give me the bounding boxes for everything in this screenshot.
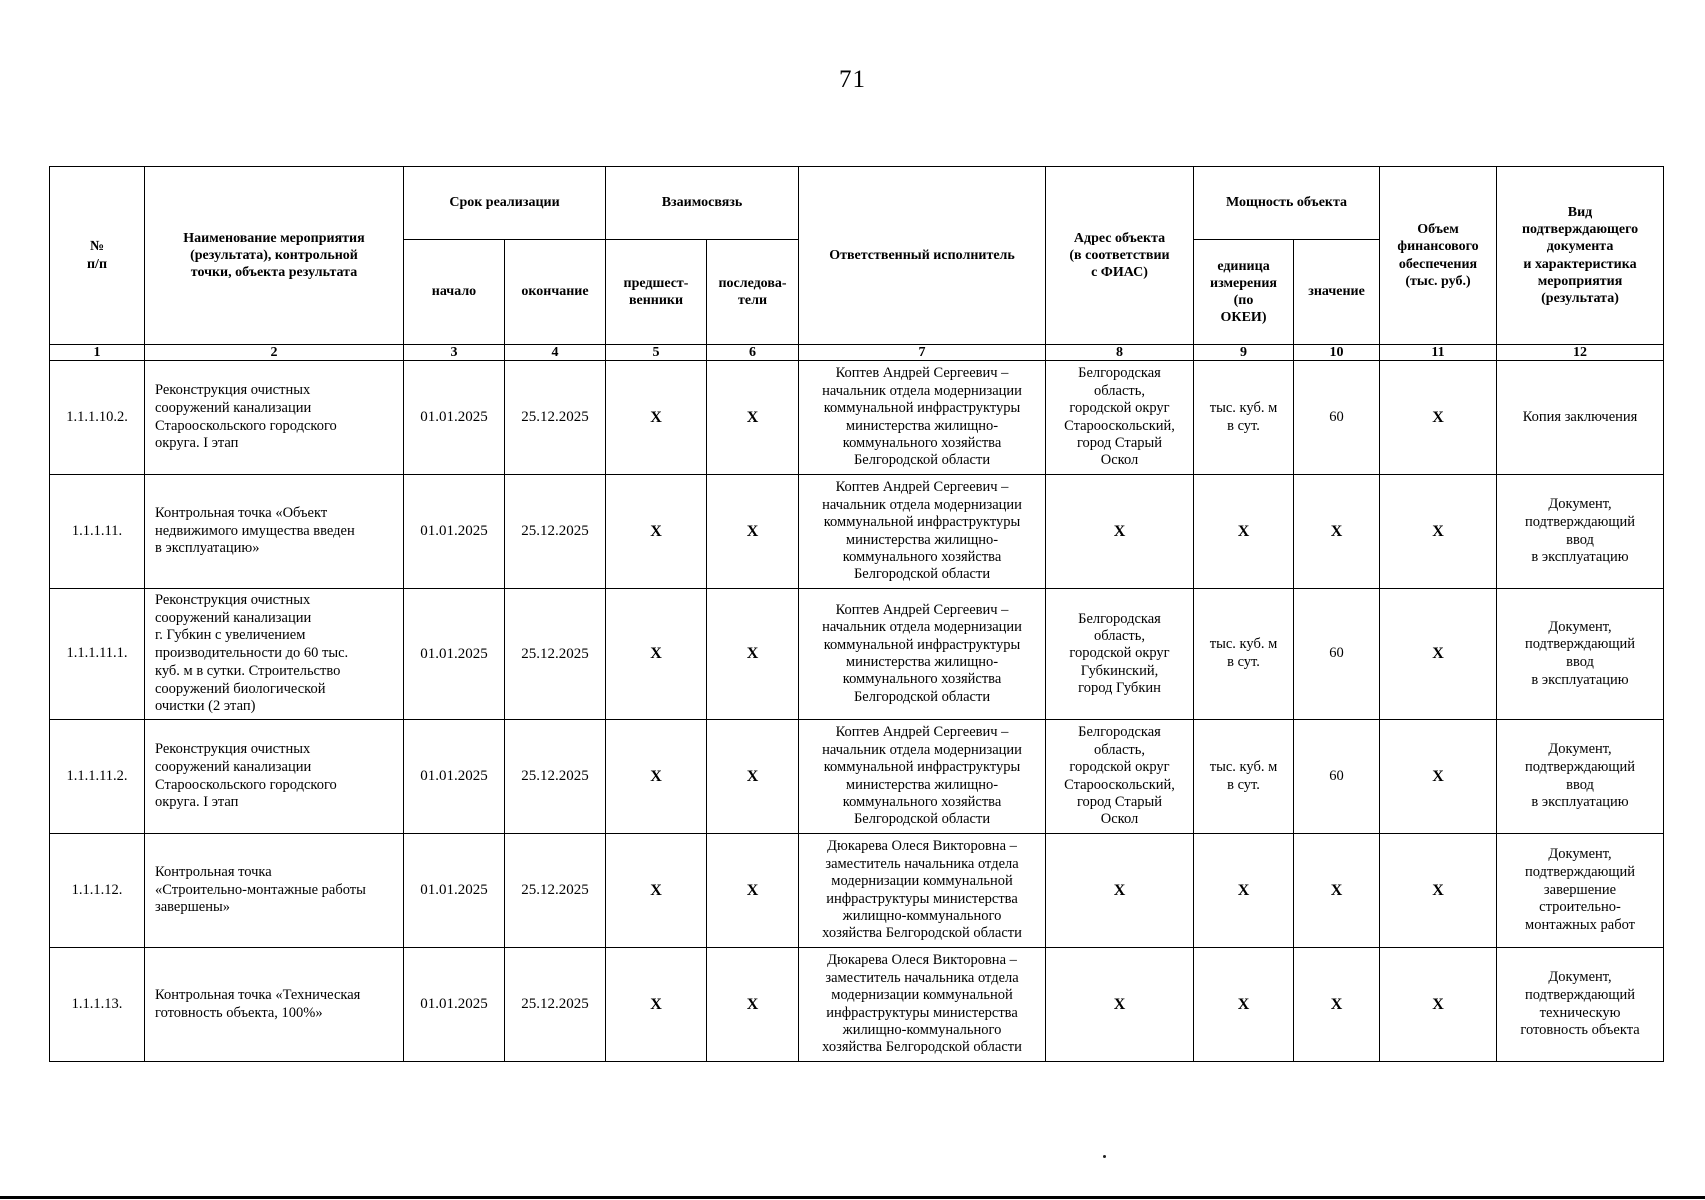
header-link: Взаимосвязь bbox=[606, 167, 799, 240]
cell-finance: X bbox=[1380, 589, 1497, 720]
cell-name: Контрольная точка «Строительно-монтажные работы завершены» bbox=[145, 834, 404, 948]
cell-end: 25.12.2025 bbox=[505, 589, 606, 720]
cell-end: 25.12.2025 bbox=[505, 834, 606, 948]
column-number: 1 bbox=[50, 345, 145, 361]
cell-value: X bbox=[1294, 475, 1380, 589]
cell-executor: Коптев Андрей Сергеевич – начальник отдела модернизации коммунальной инфраструктуры министерства жилищно- коммунального хозяйства Белгородской области bbox=[799, 361, 1046, 475]
cell-num: 1.1.1.12. bbox=[50, 834, 145, 948]
header-term: Срок реализации bbox=[404, 167, 606, 240]
cell-executor: Коптев Андрей Сергеевич – начальник отдела модернизации коммунальной инфраструктуры министерства жилищно- коммунального хозяйства Белгородской области bbox=[799, 475, 1046, 589]
cell-end: 25.12.2025 bbox=[505, 361, 606, 475]
table-header bbox=[50, 167, 1664, 361]
cell-num: 1.1.1.11. bbox=[50, 475, 145, 589]
cell-next: X bbox=[707, 475, 799, 589]
cell-start: 01.01.2025 bbox=[404, 589, 505, 720]
column-number: 5 bbox=[606, 345, 707, 361]
column-number-row bbox=[50, 345, 1664, 361]
cell-executor: Коптев Андрей Сергеевич – начальник отдела модернизации коммунальной инфраструктуры министерства жилищно- коммунального хозяйства Белгородской области bbox=[799, 589, 1046, 720]
cell-prev: X bbox=[606, 834, 707, 948]
cell-finance: X bbox=[1380, 475, 1497, 589]
cell-start: 01.01.2025 bbox=[404, 361, 505, 475]
cell-finance: X bbox=[1380, 834, 1497, 948]
cell-next: X bbox=[707, 589, 799, 720]
cell-address: Белгородская область, городской округ Губкинский, город Губкин bbox=[1046, 589, 1194, 720]
cell-end: 25.12.2025 bbox=[505, 720, 606, 834]
cell-start: 01.01.2025 bbox=[404, 475, 505, 589]
cell-start: 01.01.2025 bbox=[404, 834, 505, 948]
cell-num: 1.1.1.13. bbox=[50, 948, 145, 1062]
cell-address: X bbox=[1046, 948, 1194, 1062]
cell-prev: X bbox=[606, 475, 707, 589]
cell-prev: X bbox=[606, 361, 707, 475]
column-number: 2 bbox=[145, 345, 404, 361]
cell-address: Белгородская область, городской округ Старооскольский, город Старый Оскол bbox=[1046, 720, 1194, 834]
cell-address: X bbox=[1046, 475, 1194, 589]
cell-executor: Дюкарева Олеся Викторовна – заместитель начальника отдела модернизации коммунальной инфраструктуры министерства жилищно-коммунального хозяйства Белгородской области bbox=[799, 948, 1046, 1062]
cell-prev: X bbox=[606, 720, 707, 834]
cell-start: 01.01.2025 bbox=[404, 948, 505, 1062]
table-row bbox=[50, 589, 1664, 720]
cell-finance: X bbox=[1380, 720, 1497, 834]
column-number: 6 bbox=[707, 345, 799, 361]
header-finance: Объем финансового обеспечения (тыс. руб.) bbox=[1380, 167, 1497, 345]
cell-num: 1.1.1.11.1. bbox=[50, 589, 145, 720]
scan-speck bbox=[1103, 1155, 1106, 1158]
table-row bbox=[50, 834, 1664, 948]
cell-end: 25.12.2025 bbox=[505, 948, 606, 1062]
schedule-table bbox=[49, 166, 1664, 1062]
cell-doc: Документ, подтверждающий техническую готовность объекта bbox=[1497, 948, 1664, 1062]
column-number: 3 bbox=[404, 345, 505, 361]
page-bottom-edge bbox=[0, 1196, 1705, 1199]
header-value: значение bbox=[1294, 240, 1380, 345]
cell-unit: X bbox=[1194, 475, 1294, 589]
cell-num: 1.1.1.11.2. bbox=[50, 720, 145, 834]
cell-doc: Копия заключения bbox=[1497, 361, 1664, 475]
header-link-next: последова- тели bbox=[707, 240, 799, 345]
cell-next: X bbox=[707, 834, 799, 948]
cell-next: X bbox=[707, 948, 799, 1062]
header-executor: Ответственный исполнитель bbox=[799, 167, 1046, 345]
header-term-end: окончание bbox=[505, 240, 606, 345]
header-link-prev: предшест- венники bbox=[606, 240, 707, 345]
table-body bbox=[50, 361, 1664, 1062]
column-number: 7 bbox=[799, 345, 1046, 361]
header-num: № п/п bbox=[50, 167, 145, 345]
cell-doc: Документ, подтверждающий ввод в эксплуатацию bbox=[1497, 589, 1664, 720]
cell-start: 01.01.2025 bbox=[404, 720, 505, 834]
cell-unit: X bbox=[1194, 834, 1294, 948]
cell-value: X bbox=[1294, 948, 1380, 1062]
header-doc-type: Вид подтверждающего документа и характеристика мероприятия (результата) bbox=[1497, 167, 1664, 345]
cell-value: 60 bbox=[1294, 720, 1380, 834]
column-number: 12 bbox=[1497, 345, 1664, 361]
cell-unit: тыс. куб. м в сут. bbox=[1194, 720, 1294, 834]
column-number: 9 bbox=[1194, 345, 1294, 361]
page-number: 71 bbox=[839, 66, 866, 93]
header-name: Наименование мероприятия (результата), контрольной точки, объекта результата bbox=[145, 167, 404, 345]
cell-next: X bbox=[707, 720, 799, 834]
cell-doc: Документ, подтверждающий ввод в эксплуатацию bbox=[1497, 720, 1664, 834]
cell-doc: Документ, подтверждающий ввод в эксплуатацию bbox=[1497, 475, 1664, 589]
header-term-start: начало bbox=[404, 240, 505, 345]
cell-end: 25.12.2025 bbox=[505, 475, 606, 589]
cell-prev: X bbox=[606, 948, 707, 1062]
cell-name: Реконструкция очистных сооружений канализации Старооскольского городского округа. I этап bbox=[145, 720, 404, 834]
cell-unit: тыс. куб. м в сут. bbox=[1194, 589, 1294, 720]
header-address: Адрес объекта (в соответствии с ФИАС) bbox=[1046, 167, 1194, 345]
header-unit: единица измерения (по ОКЕИ) bbox=[1194, 240, 1294, 345]
column-number: 10 bbox=[1294, 345, 1380, 361]
table-row bbox=[50, 948, 1664, 1062]
cell-value: X bbox=[1294, 834, 1380, 948]
table-row bbox=[50, 720, 1664, 834]
cell-finance: X bbox=[1380, 948, 1497, 1062]
cell-name: Реконструкция очистных сооружений канализации г. Губкин с увеличением производительности до 60 тыс. куб. м в сутки. Строительство сооружений биологической очистки (2 этап) bbox=[145, 589, 404, 720]
column-number: 8 bbox=[1046, 345, 1194, 361]
cell-name: Контрольная точка «Техническая готовность объекта, 100%» bbox=[145, 948, 404, 1062]
column-number: 11 bbox=[1380, 345, 1497, 361]
cell-value: 60 bbox=[1294, 589, 1380, 720]
cell-name: Реконструкция очистных сооружений канализации Старооскольского городского округа. I этап bbox=[145, 361, 404, 475]
cell-executor: Дюкарева Олеся Викторовна – заместитель начальника отдела модернизации коммунальной инфраструктуры министерства жилищно-коммунального хозяйства Белгородской области bbox=[799, 834, 1046, 948]
cell-unit: X bbox=[1194, 948, 1294, 1062]
cell-executor: Коптев Андрей Сергеевич – начальник отдела модернизации коммунальной инфраструктуры министерства жилищно- коммунального хозяйства Белгородской области bbox=[799, 720, 1046, 834]
column-number: 4 bbox=[505, 345, 606, 361]
cell-next: X bbox=[707, 361, 799, 475]
cell-address: X bbox=[1046, 834, 1194, 948]
cell-unit: тыс. куб. м в сут. bbox=[1194, 361, 1294, 475]
cell-doc: Документ, подтверждающий завершение строительно- монтажных работ bbox=[1497, 834, 1664, 948]
table-row bbox=[50, 361, 1664, 475]
cell-value: 60 bbox=[1294, 361, 1380, 475]
header-capacity: Мощность объекта bbox=[1194, 167, 1380, 240]
cell-prev: X bbox=[606, 589, 707, 720]
cell-finance: X bbox=[1380, 361, 1497, 475]
cell-name: Контрольная точка «Объект недвижимого имущества введен в эксплуатацию» bbox=[145, 475, 404, 589]
cell-address: Белгородская область, городской округ Старооскольский, город Старый Оскол bbox=[1046, 361, 1194, 475]
table-row bbox=[50, 475, 1664, 589]
cell-num: 1.1.1.10.2. bbox=[50, 361, 145, 475]
